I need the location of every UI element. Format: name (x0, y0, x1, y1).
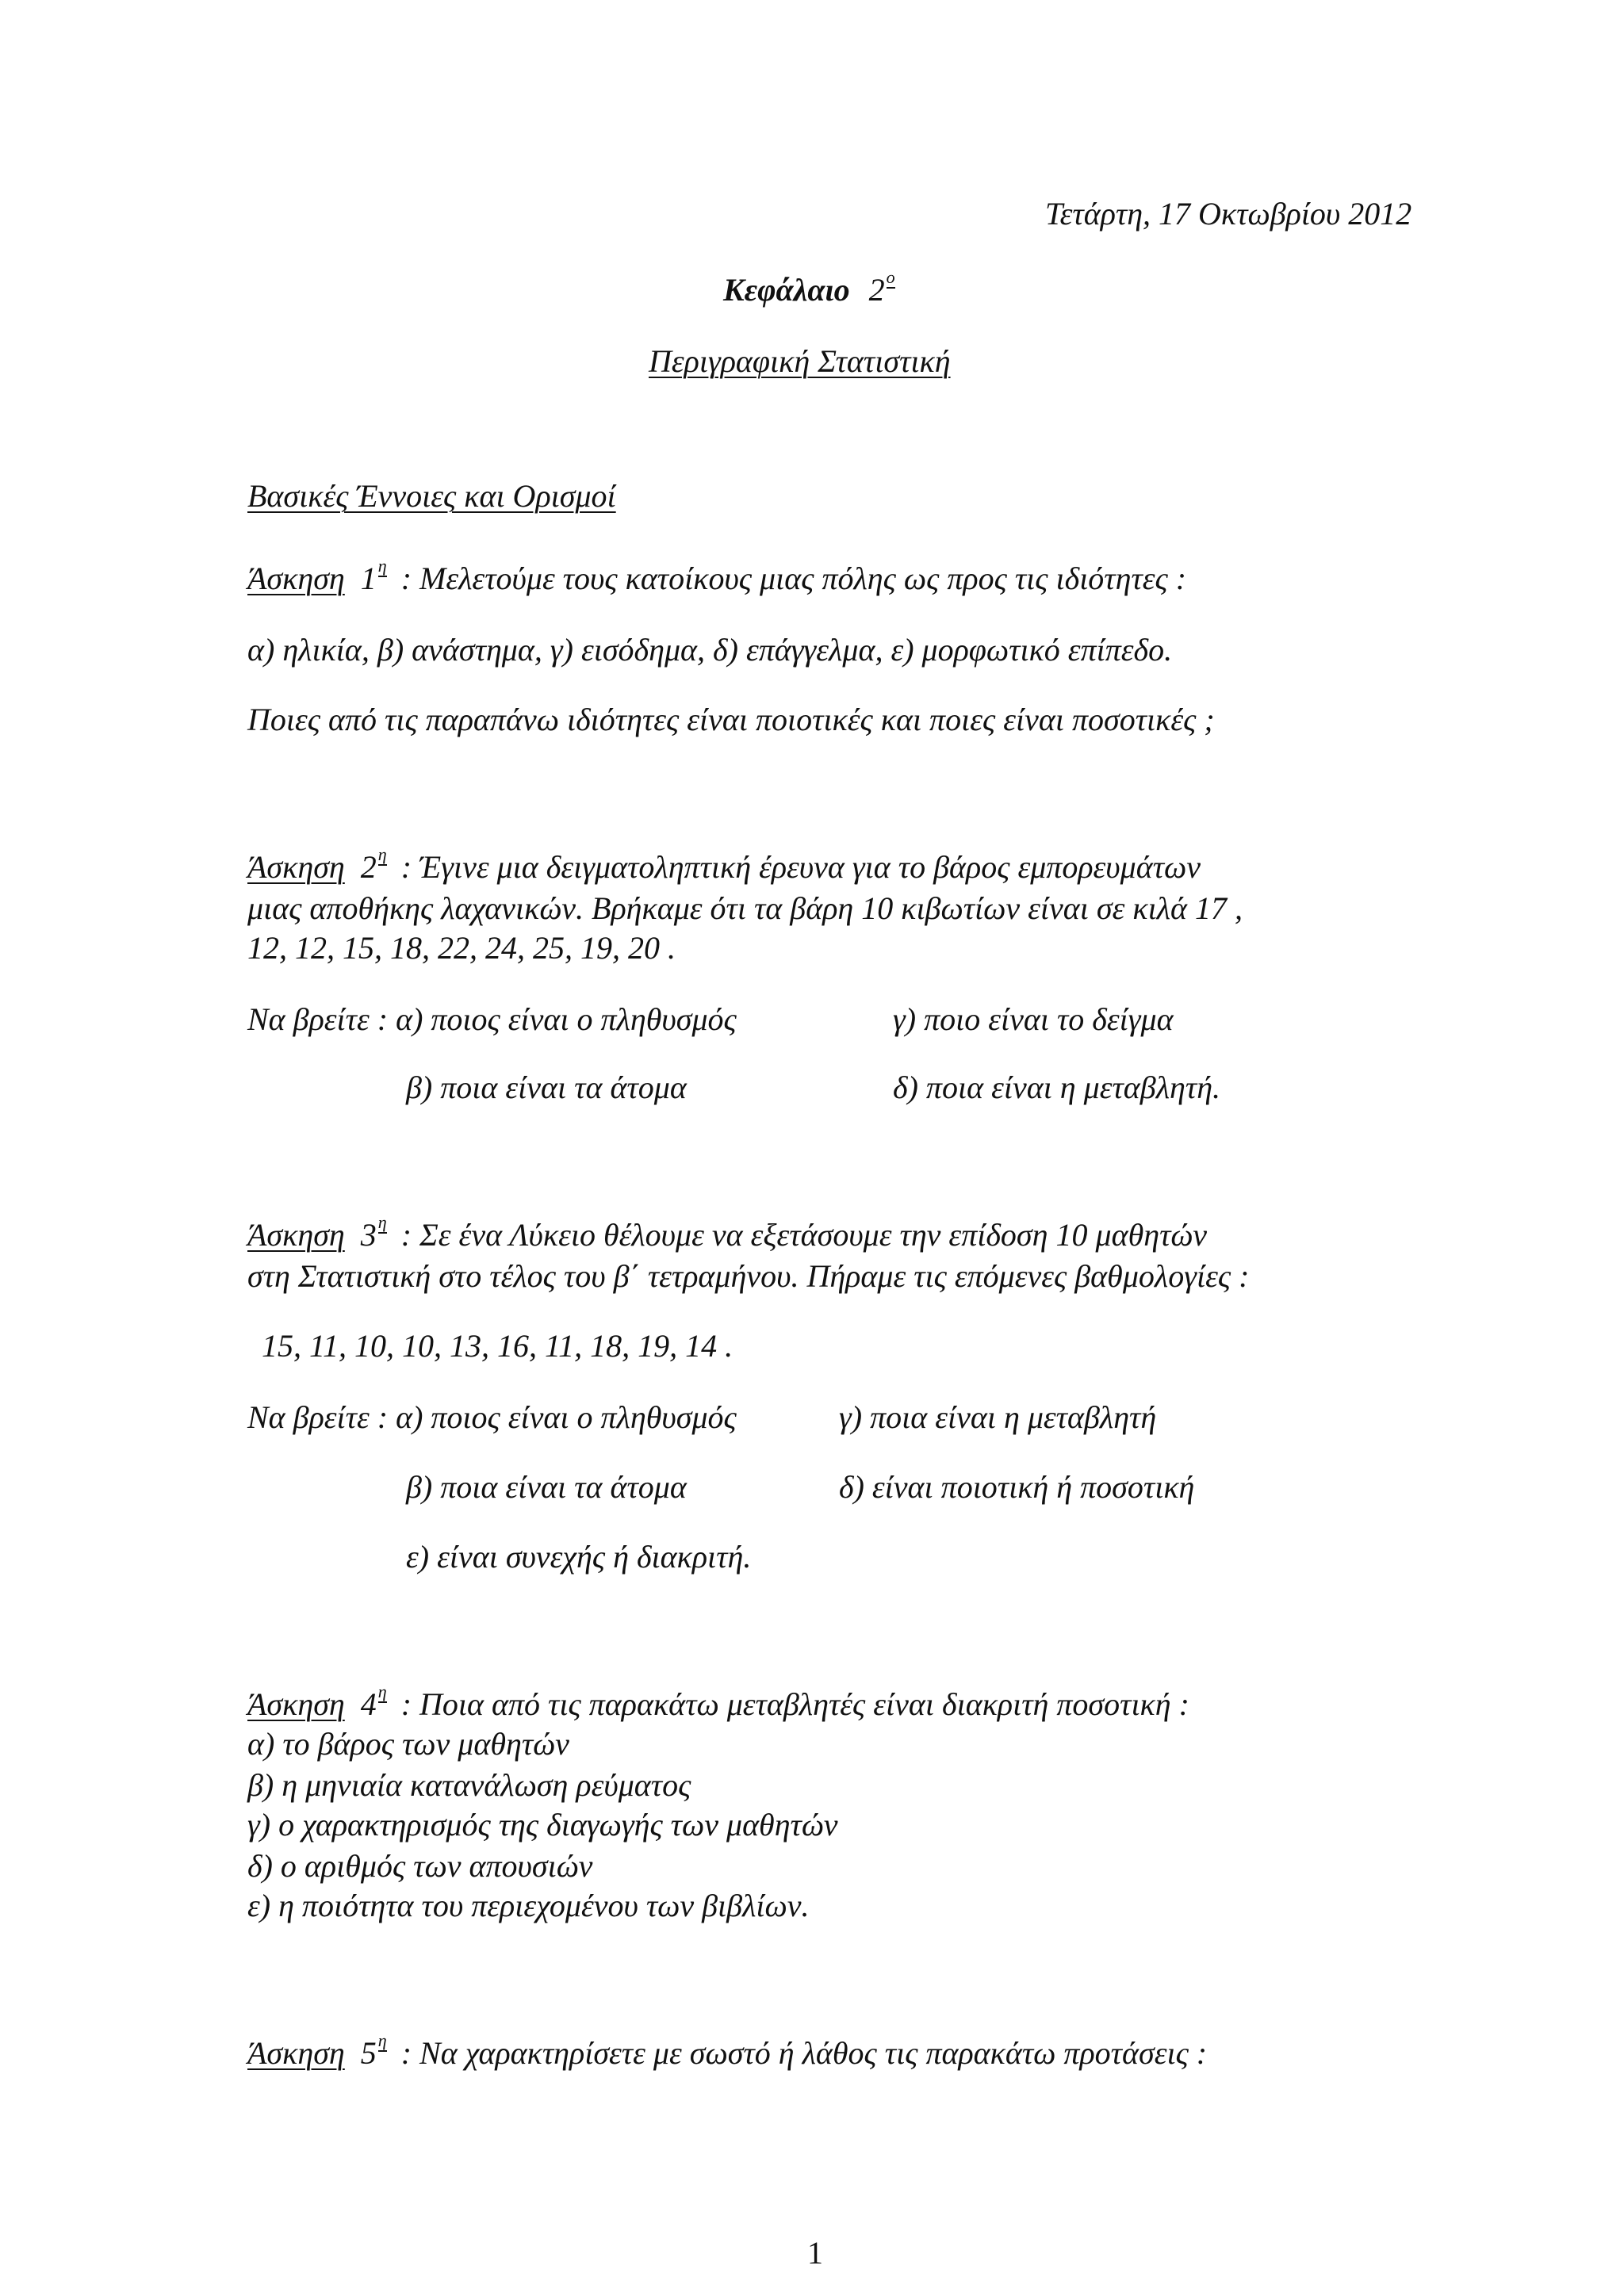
exercise-1-line-2: α) ηλικία, β) ανάστημα, γ) εισόδημα, δ) επάγγελμα, ε) μορφωτικό επίπεδο. (247, 632, 1173, 668)
exercise-number: 1 (360, 561, 377, 596)
exercise-label: Άσκηση (247, 561, 345, 596)
exercise-3-question-b: β) ποια είναι τα άτομα (406, 1469, 687, 1505)
document-date: Τετάρτη, 17 Οκτωβρίου 2012 (1045, 196, 1412, 232)
exercise-2-question-d: δ) ποια είναι η μεταβλητή. (893, 1070, 1221, 1105)
exercise-text: : Έγινε μια δειγματοληπτική έρευνα για το βάρος εμπορευμάτων (400, 849, 1201, 885)
chapter-subtitle: Περιγραφική Στατιστική (649, 343, 951, 379)
exercise-1-heading-line (247, 556, 1187, 598)
exercise-4-option-d: δ) ο αριθμός των απουσιών (247, 1848, 593, 1884)
section-title: Βασικές Έννοιες και Ορισμοί (247, 478, 616, 514)
exercise-label: Άσκηση (247, 1217, 345, 1253)
exercise-2-question-a: Να βρείτε : α) ποιος είναι ο πληθυσμός (247, 1001, 737, 1037)
exercise-label: Άσκηση (247, 2035, 345, 2071)
exercise-ordinal: η (377, 556, 387, 576)
exercise-ordinal: η (377, 844, 387, 864)
exercise-4-heading-line (247, 1682, 1189, 1724)
exercise-4-option-e: ε) η ποιότητα του περιεχομένου των βιβλίων. (247, 1888, 810, 1923)
exercise-3-data-line: 15, 11, 10, 10, 13, 16, 11, 18, 19, 14 . (262, 1328, 733, 1364)
exercise-text: : Να χαρακτηρίσετε με σωστό ή λάθος τις παρακάτω προτάσεις : (400, 2035, 1208, 2071)
exercise-number: 2 (360, 849, 377, 885)
exercise-label: Άσκηση (247, 1686, 345, 1722)
exercise-3-heading-line (247, 1212, 1208, 1254)
page-number: 1 (807, 2235, 823, 2271)
exercise-text: : Σε ένα Λύκειο θέλουμε να εξετάσουμε την επίδοση 10 μαθητών (400, 1217, 1208, 1253)
exercise-5-heading-line (247, 2030, 1208, 2072)
exercise-number: 4 (360, 1686, 377, 1722)
exercise-3-question-d: δ) είναι ποιοτική ή ποσοτική (839, 1469, 1195, 1505)
exercise-2-question-c: γ) ποιο είναι το δείγμα (893, 1001, 1174, 1037)
exercise-2-heading-line (247, 844, 1201, 886)
exercise-1-line-3: Ποιες από τις παραπάνω ιδιότητες είναι ποιοτικές και ποιες είναι ποσοτικές ; (247, 702, 1215, 737)
exercise-4-option-b: β) η μηνιαία κατανάλωση ρεύματος (247, 1767, 691, 1803)
exercise-3-question-c: γ) ποια είναι η μεταβλητή (839, 1399, 1157, 1435)
chapter-number: 2 (868, 272, 885, 308)
chapter-heading (723, 267, 895, 309)
exercise-number: 3 (360, 1217, 377, 1253)
exercise-3-question-a: Να βρείτε : α) ποιος είναι ο πληθυσμός (247, 1399, 737, 1435)
exercise-3-line-2: στη Στατιστική στο τέλος του β΄ τετραμήνου. Πήραμε τις επόμενες βαθμολογίες : (247, 1258, 1250, 1294)
exercise-ordinal: η (377, 1682, 387, 1701)
chapter-ordinal: ο (886, 267, 895, 287)
chapter-title: Κεφάλαιο (723, 272, 850, 308)
exercise-4-option-c: γ) ο χαρακτηρισμός της διαγωγής των μαθητών (247, 1807, 838, 1843)
exercise-4-option-a: α) το βάρος των μαθητών (247, 1726, 569, 1762)
exercise-number: 5 (360, 2035, 377, 2071)
exercise-2-question-b: β) ποια είναι τα άτομα (406, 1070, 687, 1105)
exercise-2-data-line: 12, 12, 15, 18, 22, 24, 25, 19, 20 . (247, 930, 676, 966)
exercise-3-question-e: ε) είναι συνεχής ή διακριτή. (406, 1539, 752, 1575)
exercise-2-line-2: μιας αποθήκης λαχανικών. Βρήκαμε ότι τα βάρη 10 κιβωτίων είναι σε κιλά 17 , (247, 890, 1243, 926)
exercise-label: Άσκηση (247, 849, 345, 885)
exercise-ordinal: η (377, 1212, 387, 1232)
exercise-text: : Ποια από τις παρακάτω μεταβλητές είναι διακριτή ποσοτική : (400, 1686, 1189, 1722)
exercise-ordinal: η (377, 2030, 387, 2050)
exercise-text: : Μελετούμε τους κατοίκους μιας πόλης ως προς τις ιδιότητες : (400, 561, 1187, 596)
